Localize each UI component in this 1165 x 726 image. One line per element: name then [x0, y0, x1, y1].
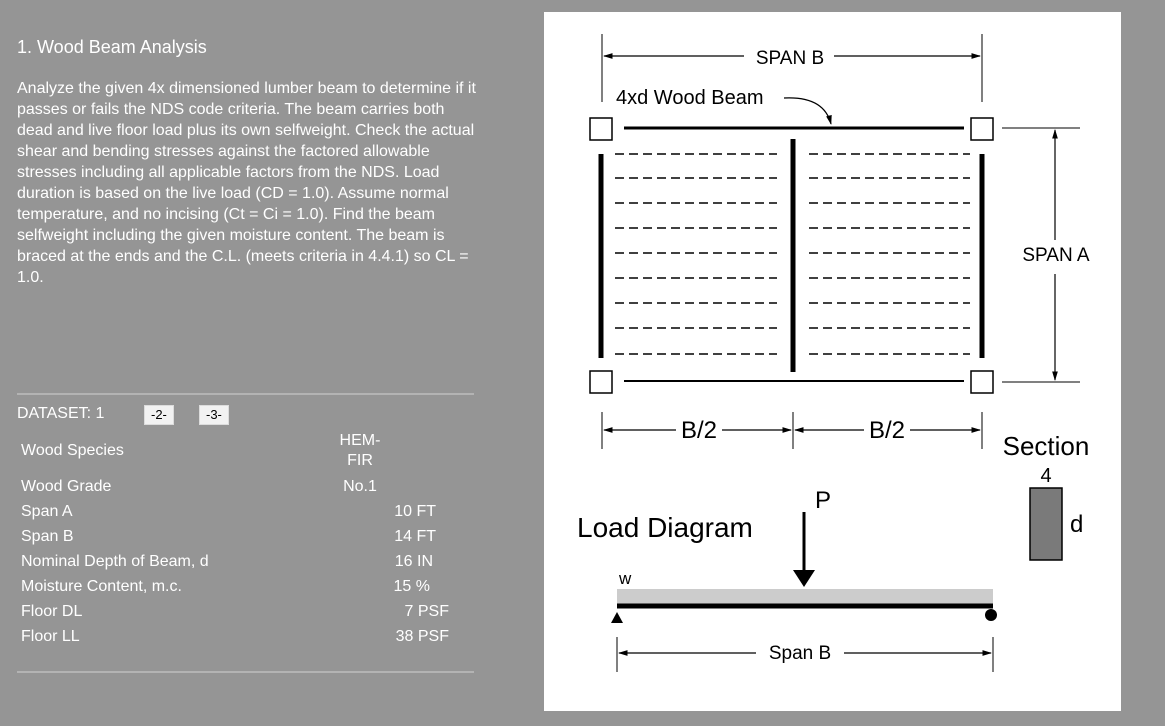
- section-depth-label: d: [1070, 511, 1084, 538]
- post-top-left: [590, 118, 612, 140]
- row-label-moisture: Moisture Content, m.c.: [21, 578, 182, 595]
- dataset-label: DATASET: 1: [17, 405, 105, 422]
- point-load-arrow: [793, 570, 815, 587]
- span-b-top-label: SPAN B: [755, 48, 825, 69]
- row-label-wood-grade: Wood Grade: [21, 478, 112, 495]
- row-label-span-b: Span B: [21, 528, 74, 545]
- load-diagram-title: Load Diagram: [577, 512, 753, 543]
- section-detail: [1003, 431, 1090, 560]
- half-span-dimension: [602, 412, 982, 449]
- row-value-floor-ll: 38 PSF: [395, 628, 449, 645]
- beam-label: 4xd Wood Beam: [616, 87, 764, 109]
- problem-title: 1. Wood Beam Analysis: [17, 37, 207, 57]
- row-label-floor-dl: Floor DL: [21, 603, 83, 620]
- row-label-floor-ll: Floor LL: [21, 628, 80, 645]
- row-label-span-a: Span A: [21, 503, 73, 520]
- beam-diagram-svg: [544, 12, 1121, 711]
- row-value-moisture: 15 %: [393, 578, 430, 595]
- row-value-span-b: 14 FT: [394, 528, 436, 545]
- row-label-wood-species: Wood Species: [21, 442, 124, 459]
- section-width-label: 4: [1040, 465, 1052, 487]
- row-value-wood-grade: No.1: [343, 478, 377, 495]
- dataset-2-button[interactable]: -2-: [144, 405, 174, 425]
- row-value-depth: 16 IN: [394, 553, 433, 570]
- row-value-span-a: 10 FT: [394, 503, 436, 520]
- beam-label-group: [616, 87, 831, 124]
- point-load-label: P: [814, 487, 832, 514]
- half-span-right-label: B/2: [868, 417, 906, 444]
- distributed-load-band: [617, 589, 993, 604]
- divider-bottom: [17, 671, 474, 673]
- beam-figure: [544, 12, 1121, 711]
- section-title: Section: [1002, 431, 1090, 461]
- span-a-dimension: [1002, 128, 1090, 382]
- row-label-depth: Nominal Depth of Beam, d: [21, 553, 209, 570]
- roller-support-icon: [985, 609, 997, 621]
- divider-top: [17, 393, 474, 395]
- row-value-floor-dl: 7 PSF: [404, 603, 449, 620]
- row-value-wood-species: HEM- FIR: [339, 432, 381, 469]
- problem-description: Analyze the given 4x dimensioned lumber beam to determine if it passes or fails the NDS code criteria. The beam carries both dead and live floor load plus its own selfweight. Check the actual shear and bending stresses against the factored allowable stresses including all applicable factors from the NDS. Load duration is based on the live load (CD = 1.0). Assume normal temperature, and no incising (Ct = Ci = 1.0). Find the beam selfweight including the given moisture content. The beam is braced at the ends and the C.L. (meets criteria in 4.4.1) so CL = 1.0.: [17, 80, 476, 286]
- half-span-left-label: B/2: [680, 417, 718, 444]
- span-b-bottom-label: Span B: [768, 643, 832, 664]
- distributed-load-label: w: [619, 569, 632, 588]
- load-diagram: [577, 487, 997, 672]
- post-bottom-left: [590, 371, 612, 393]
- pin-support-icon: [611, 612, 623, 623]
- dataset-3-button[interactable]: -3-: [199, 405, 229, 425]
- post-bottom-right: [971, 371, 993, 393]
- section-rectangle: [1030, 488, 1062, 560]
- span-a-label: SPAN A: [1022, 245, 1090, 266]
- post-top-right: [971, 118, 993, 140]
